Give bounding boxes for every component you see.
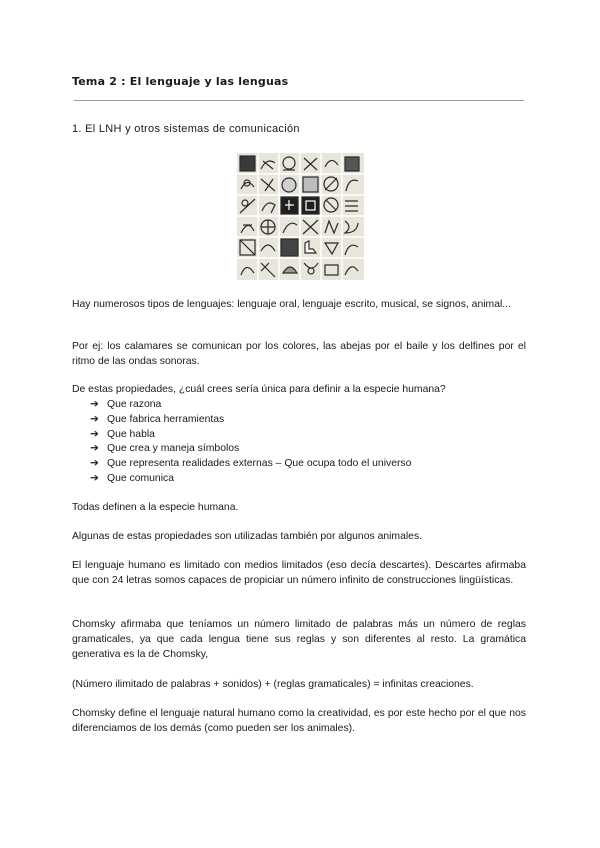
arrow-bullet-icon: ➔: [90, 472, 99, 484]
paragraph-chomsky-creativity: Chomsky define el lenguaje natural humano como la creatividad, es por este hecho por el que nos diferenciamos de los demás (como pueden ser los animales).: [72, 708, 526, 734]
paragraph-all-define: Todas definen a la especie humana.: [72, 502, 239, 513]
communication-symbols-collage: [237, 153, 364, 280]
list-item: ➔ Que habla: [90, 428, 411, 443]
arrow-bullet-icon: ➔: [90, 399, 99, 410]
list-item: ➔ Que comunica: [90, 472, 411, 487]
list-item: ➔ Que razona: [90, 398, 411, 413]
paragraph-descartes: El lenguaje humano es limitado con medios limitados (eso decía descartes). Descartes afirmaba que con 24 letras somos capaces de propiciar un número infinito de construcciones lingüísticas.: [72, 560, 526, 586]
arrow-bullet-icon: ➔: [90, 413, 99, 425]
list-item: ➔ Que crea y maneja símbolos: [90, 442, 411, 457]
arrow-bullet-icon: ➔: [90, 443, 99, 455]
paragraph-animal-examples: Por ej: los calamares se comunican por los colores, las abejas por el baile y los delfines por el ritmo de las ondas sonoras.: [72, 341, 526, 367]
paragraph-question: De estas propiedades, ¿cuál crees sería única para definir a la especie humana?: [72, 384, 446, 395]
paragraph-formula: (Número ilimitado de palabras + sonidos) + (reglas gramaticales) = infinitas creaciones.: [72, 679, 474, 690]
section-heading: 1. El LNH y otros sistemas de comunicación: [72, 123, 300, 135]
paragraph-chomsky-rules: Chomsky afirmaba que teníamos un número limitado de palabras más un número de reglas gramaticales, ya que cada lengua tiene sus reglas y son diferentes al resto. La gramática generativa es la de Chomsky,: [72, 619, 526, 660]
paragraph-animals-too: Algunas de estas propiedades son utilizadas también por algunos animales.: [72, 531, 423, 542]
properties-list: [90, 398, 411, 487]
list-item: ➔ Que fabrica herramientas: [90, 413, 411, 428]
title-divider: [74, 100, 524, 101]
paragraph-types-of-language: Hay numerosos tipos de lenguajes: lenguaje oral, lenguaje escrito, musical, se signos, animal...: [72, 299, 511, 310]
arrow-bullet-icon: ➔: [90, 458, 99, 470]
list-item: ➔ Que representa realidades externas – Que ocupa todo el universo: [90, 457, 411, 472]
document-title: Tema 2 : El lenguaje y las lenguas: [72, 75, 289, 88]
arrow-bullet-icon: ➔: [90, 428, 99, 440]
